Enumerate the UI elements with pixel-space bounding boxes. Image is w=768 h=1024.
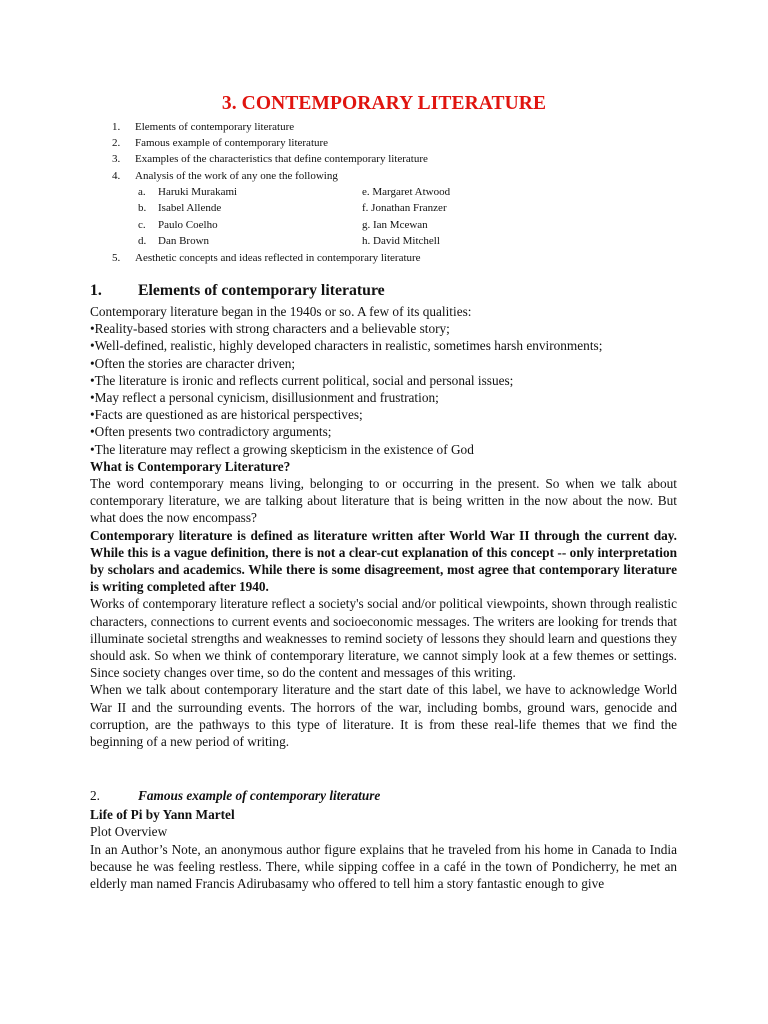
bullet-item: •Facts are questioned as are historical perspectives; [90, 407, 363, 423]
author-name-right: f. Jonathan Franzer [362, 202, 447, 215]
author-letter: d. [138, 235, 147, 248]
toc-item [112, 119, 672, 135]
author-row [112, 233, 672, 250]
toc-item [112, 151, 672, 167]
document-body [90, 280, 677, 892]
section-intro: Contemporary literature began in the 1940s or so. A few of its qualities: [90, 304, 472, 319]
toc-item-number: 2. [112, 137, 121, 150]
author-name-right: e. Margaret Atwood [362, 185, 451, 198]
toc-item-number: 4. [112, 169, 121, 182]
bullet-item: •Often presents two contradictory arguments; [90, 424, 332, 440]
bullet-item: •The literature may reflect a growing skepticism in the existence of God [90, 441, 474, 457]
subheading: Plot Overview [90, 824, 168, 840]
author-letter: a. [138, 185, 146, 198]
toc-item [112, 135, 672, 151]
toc-item-text: Famous example of contemporary literature [135, 137, 329, 150]
paragraph: When we talk about contemporary literature and the start date of this label, we have to acknowledge World War II and the surrounding events. The horrors of the war, including bombs, ground wars, genocide and corruption, are the pathways to this type of literature. It is from these real-life themes that we find the beginning of a new period of writing. [90, 682, 677, 750]
toc-item-number: 5. [112, 251, 121, 264]
paragraph: In an Author’s Note, an anonymous author figure explains that he traveled from his home in Canada to India because he was feeling restless. There, while sipping coffee in a café in the town of Pondicherry, he met an elderly man named Francis Adirubasamy who offered to tell him a story fantastic enough to give [90, 841, 677, 892]
toc-item [112, 250, 672, 266]
author-letter: c. [138, 218, 146, 231]
author-name: Haruki Murakami [158, 185, 238, 198]
author-name-right: g. Ian Mcewan [362, 218, 428, 231]
paragraph: The word contemporary means living, belonging to or occurring in the present. So when we talk about contemporary literature, we are talking about literature that is being written in the now about the now. But what does the now encompass? [90, 476, 677, 526]
toc-item-number: 3. [112, 153, 121, 166]
paragraph-bold: Contemporary literature is defined as literature written after World War II through the current day. While this is a vague definition, there is not a clear-cut explanation of this concept -- only interpretation by scholars and academics. While there is some disagreement, most agree that contemporary literature is writing completed after 1940. [90, 527, 677, 595]
bullet-item: •The literature is ironic and reflects current political, social and personal issues; [90, 372, 514, 388]
author-row [112, 200, 672, 217]
bullet-item: •May reflect a personal cynicism, disillusionment and frustration; [90, 390, 439, 406]
author-row [112, 184, 672, 201]
section-title: Elements of contemporary literature [138, 282, 385, 299]
section-heading [90, 280, 677, 302]
author-letter: b. [138, 202, 147, 215]
author-name: Dan Brown [158, 235, 210, 248]
toc-item-text: Elements of contemporary literature [135, 121, 295, 133]
toc-item-number: 1. [112, 121, 121, 133]
author-name-right: h. David Mitchell [362, 235, 440, 248]
author-row [112, 217, 672, 234]
section-heading [90, 786, 677, 806]
section-number: 2. [90, 788, 100, 804]
page-title: 3. CONTEMPORARY LITERATURE [221, 93, 547, 114]
toc-item [112, 168, 672, 184]
table-of-contents [112, 119, 672, 266]
toc-item-text: Aesthetic concepts and ideas reflected in contemporary literature [135, 251, 421, 264]
section-number: 1. [90, 282, 102, 299]
paragraph: Works of contemporary literature reflect a society's social and/or political viewpoints, shown through realistic characters, connections to current events and socioeconomic messages. The writers are looking for trends that illuminate societal strengths and weaknesses to remind society of lessons they should learn and questions they should ask. So when we think of contemporary literature, we cannot simply look at a few themes or settings. Since society changes over time, so do the content and messages of this writing. [90, 596, 677, 681]
toc-item-text: Examples of the characteristics that define contemporary literature [135, 153, 428, 166]
bullet-item: •Often the stories are character driven; [90, 355, 296, 371]
author-name: Paulo Coelho [158, 218, 218, 231]
bullet-item: •Well-defined, realistic, highly developed characters in realistic, sometimes harsh environments; [90, 338, 603, 354]
book-title: Life of Pi by Yann Martel [90, 807, 235, 823]
toc-item-text: Analysis of the work of any one the following [135, 169, 338, 182]
subheading-question: What is Contemporary Literature? [90, 458, 291, 474]
section-title: Famous example of contemporary literature [138, 788, 381, 804]
bullet-item: •Reality-based stories with strong characters and a believable story; [90, 321, 450, 337]
author-name: Isabel Allende [158, 202, 222, 215]
